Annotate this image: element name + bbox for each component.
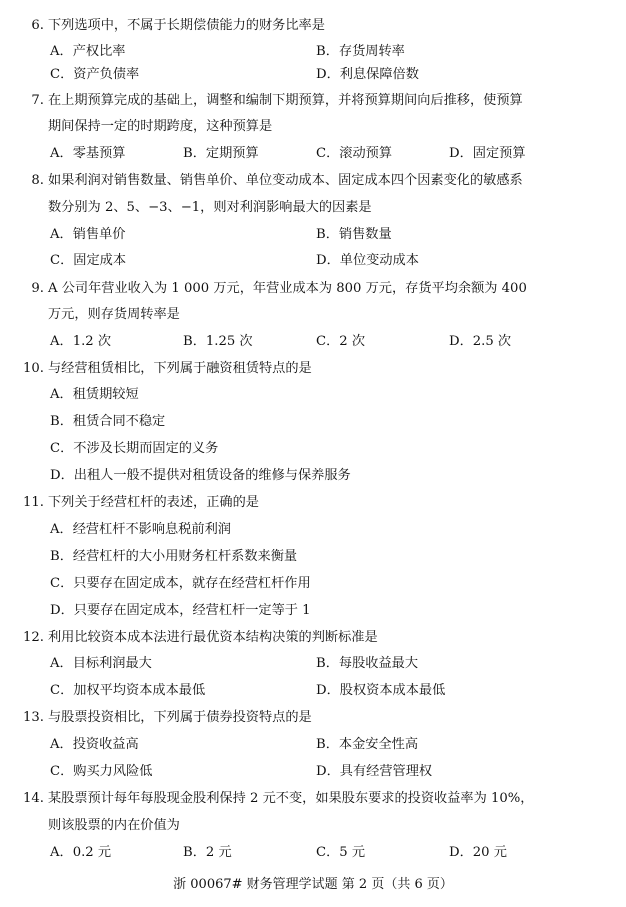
question-stem: 与股票投资相比，下列属于债券投资特点的是 xyxy=(48,710,312,725)
option-b: B．经营杠杆的大小用财务杠杆系数来衡量 xyxy=(50,549,298,564)
question-stem: 在上期预算完成的基础上，调整和编制下期预算，并将预算期间向后推移，使预算 xyxy=(48,93,523,108)
question-number: 12. xyxy=(23,630,44,645)
option-a: A．1.2 次 xyxy=(50,334,112,349)
question-stem: 下列关于经营杠杆的表述，正确的是 xyxy=(48,495,259,510)
option-b: B．销售数量 xyxy=(316,227,392,242)
question-number: 13. xyxy=(23,710,44,725)
option-d: D．具有经营管理权 xyxy=(316,764,433,779)
option-d: D．单位变动成本 xyxy=(316,253,419,268)
option-a: A．产权比率 xyxy=(50,44,126,59)
question-stem: 数分别为 2、5、−3、−1，则对利润影响最大的因素是 xyxy=(48,200,372,215)
question-stem: 万元，则存货周转率是 xyxy=(48,307,180,322)
option-a: A．投资收益高 xyxy=(50,737,139,752)
question-stem: 与经营租赁相比，下列属于融资租赁特点的是 xyxy=(48,361,312,376)
option-a: A．销售单价 xyxy=(50,227,126,242)
option-c: C．购买力风险低 xyxy=(50,764,153,779)
option-a: A．经营杠杆不影响息税前利润 xyxy=(50,522,231,537)
question-number: 14. xyxy=(23,791,44,806)
page-footer: 浙 00067# 财务管理学试题 第 2 页（共 6 页） xyxy=(173,877,453,892)
question-stem: 某股票预计每年每股现金股利保持 2 元不变，如果股东要求的投资收益率为 10%， xyxy=(48,791,534,806)
question-stem: 如果利润对销售数量、销售单价、单位变动成本、固定成本四个因素变化的敏感系 xyxy=(48,173,523,188)
question-stem: 利用比较资本成本法进行最优资本结构决策的判断标准是 xyxy=(48,630,378,645)
option-c: C．不涉及长期而固定的义务 xyxy=(50,441,219,456)
option-d: D．20 元 xyxy=(449,845,507,860)
option-b: B．1.25 次 xyxy=(183,334,253,349)
option-c: C．2 次 xyxy=(316,334,366,349)
question-number: 7. xyxy=(31,93,44,108)
question-stem: 下列选项中，不属于长期偿债能力的财务比率是 xyxy=(48,18,325,33)
question-stem: 则该股票的内在价值为 xyxy=(48,818,180,833)
option-c: C．固定成本 xyxy=(50,253,127,268)
option-a: A．租赁期较短 xyxy=(50,387,139,402)
option-a: A．零基预算 xyxy=(50,146,126,161)
option-a: A．0.2 元 xyxy=(50,845,112,860)
option-c: C．滚动预算 xyxy=(316,146,393,161)
option-c: C．加权平均资本成本最低 xyxy=(50,683,206,698)
option-b: B．存货周转率 xyxy=(316,44,405,59)
option-d: D．固定预算 xyxy=(449,146,526,161)
option-b: B．租赁合同不稳定 xyxy=(50,414,166,429)
option-a: A．目标利润最大 xyxy=(50,656,152,671)
option-b: B．2 元 xyxy=(183,845,232,860)
option-b: B．本金安全性高 xyxy=(316,737,419,752)
option-c: C．只要存在固定成本，就存在经营杠杆作用 xyxy=(50,576,311,591)
option-d: D．股权资本成本最低 xyxy=(316,683,446,698)
option-b: B．每股收益最大 xyxy=(316,656,419,671)
question-number: 9. xyxy=(31,281,44,296)
question-stem: A 公司年营业收入为 1 000 万元，年营业成本为 800 万元，存货平均余额为 400 xyxy=(48,281,527,296)
option-b: B．定期预算 xyxy=(183,146,259,161)
question-number: 11. xyxy=(23,495,44,510)
option-d: D．2.5 次 xyxy=(449,334,512,349)
option-d: D．只要存在固定成本，经营杠杆一定等于 1 xyxy=(50,603,311,618)
option-d: D．出租人一般不提供对租赁设备的维修与保养服务 xyxy=(50,468,351,483)
question-number: 6. xyxy=(31,18,44,33)
option-d: D．利息保障倍数 xyxy=(316,67,419,82)
question-number: 8. xyxy=(31,173,44,188)
question-number: 10. xyxy=(23,361,44,376)
question-stem: 期间保持一定的时期跨度，这种预算是 xyxy=(48,119,273,134)
option-c: C．资产负债率 xyxy=(50,67,140,82)
option-c: C．5 元 xyxy=(316,845,366,860)
